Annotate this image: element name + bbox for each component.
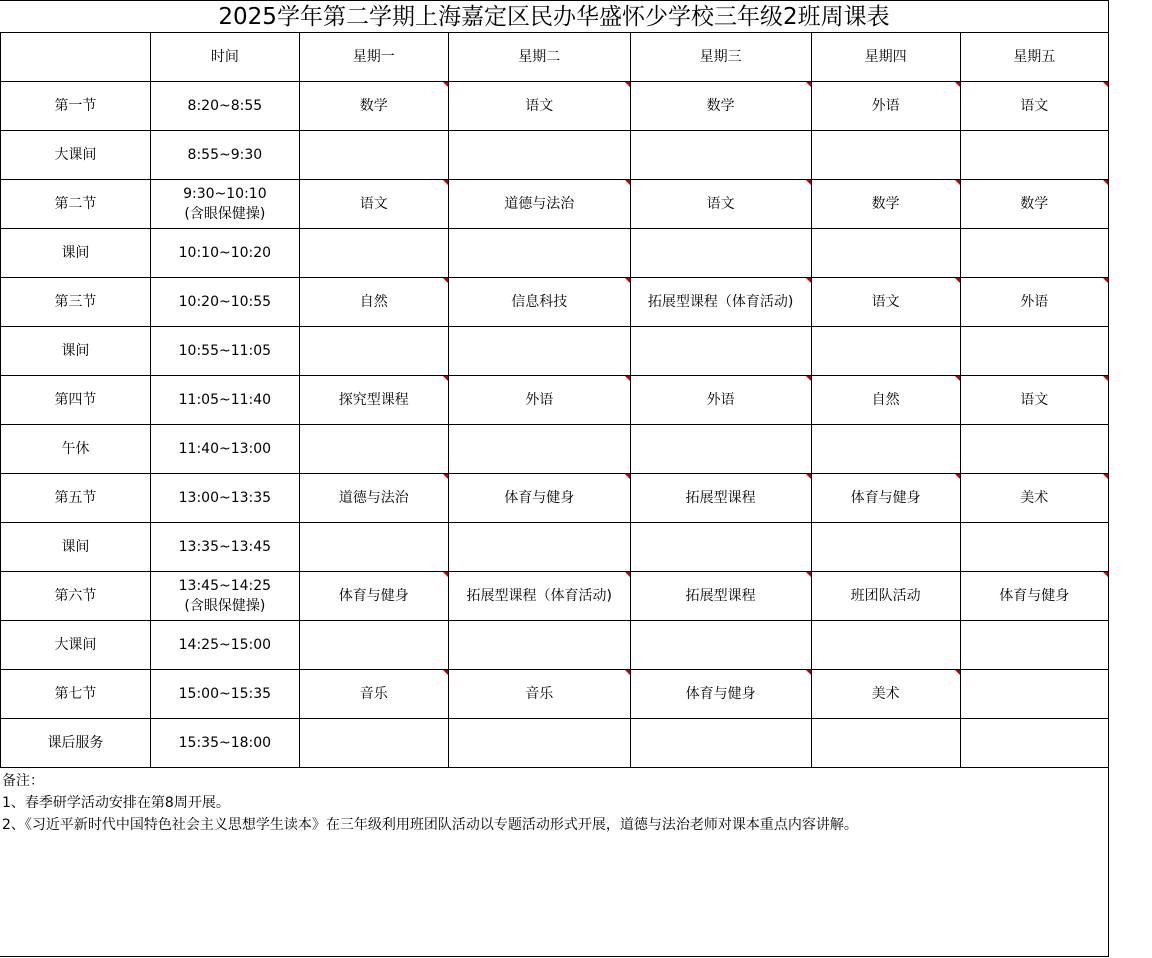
subject-cell-tuesday[interactable] bbox=[448, 229, 630, 278]
time-cell[interactable] bbox=[150, 327, 299, 376]
subject-cell-thursday[interactable] bbox=[811, 327, 960, 376]
subject-cell-friday[interactable] bbox=[960, 327, 1108, 376]
subject-label: 探究型课程 bbox=[338, 392, 409, 408]
subject-cell-tuesday[interactable] bbox=[448, 523, 630, 572]
comment-indicator-icon[interactable] bbox=[443, 572, 448, 577]
subject-cell-thursday[interactable] bbox=[811, 82, 960, 131]
subject-cell-thursday[interactable] bbox=[811, 523, 960, 572]
comment-indicator-icon[interactable] bbox=[806, 670, 811, 675]
table-row bbox=[1, 327, 1109, 376]
period-cell[interactable]: 课间 bbox=[1, 523, 151, 572]
subject-cell-monday[interactable] bbox=[299, 229, 448, 278]
header-day-cell-thursday[interactable]: 星期四 bbox=[811, 33, 960, 82]
time-cell[interactable] bbox=[150, 82, 299, 131]
comment-indicator-icon[interactable] bbox=[443, 180, 448, 185]
subject-cell-monday[interactable] bbox=[299, 327, 448, 376]
subject-cell-tuesday[interactable] bbox=[448, 621, 630, 670]
subject-cell-thursday[interactable] bbox=[811, 425, 960, 474]
time-range: 13:35~13:45 bbox=[178, 539, 272, 555]
period-cell[interactable]: 第四节 bbox=[1, 376, 151, 425]
header-blank-cell[interactable] bbox=[1, 33, 151, 82]
subject-label: 音乐 bbox=[525, 686, 554, 702]
comment-indicator-icon[interactable] bbox=[625, 376, 630, 381]
comment-indicator-icon[interactable] bbox=[625, 572, 630, 577]
subject-cell-wednesday[interactable] bbox=[630, 670, 811, 719]
table-row bbox=[1, 278, 1109, 327]
subject-label: 外语 bbox=[1020, 294, 1049, 310]
subject-cell-monday[interactable] bbox=[299, 523, 448, 572]
comment-indicator-icon[interactable] bbox=[443, 474, 448, 479]
subject-cell-friday[interactable] bbox=[960, 376, 1108, 425]
time-range: 10:55~11:05 bbox=[178, 343, 272, 359]
subject-label: 拓展型课程 bbox=[685, 588, 756, 604]
header-day-cell-monday[interactable]: 星期一 bbox=[299, 33, 448, 82]
subject-label: 拓展型课程 bbox=[685, 490, 756, 506]
subject-label: 语文 bbox=[1020, 392, 1049, 408]
time-range: 13:45~14:25 bbox=[178, 578, 272, 594]
subject-cell-monday[interactable] bbox=[299, 572, 448, 621]
period-cell[interactable]: 大课间 bbox=[1, 131, 151, 180]
table-row bbox=[1, 425, 1109, 474]
comment-indicator-icon[interactable] bbox=[625, 474, 630, 479]
period-cell[interactable]: 课间 bbox=[1, 229, 151, 278]
time-cell[interactable] bbox=[150, 572, 299, 621]
subject-cell-thursday[interactable] bbox=[811, 229, 960, 278]
subject-label: 体育与健身 bbox=[850, 490, 921, 506]
subject-label: 体育与健身 bbox=[999, 588, 1070, 604]
time-note: (含眼保健操) bbox=[184, 206, 266, 222]
subject-cell-wednesday[interactable] bbox=[630, 523, 811, 572]
subject-cell-thursday[interactable] bbox=[811, 180, 960, 229]
time-cell[interactable] bbox=[150, 621, 299, 670]
subject-cell-friday[interactable] bbox=[960, 719, 1108, 768]
notes-section bbox=[2, 770, 1102, 836]
subject-cell-wednesday[interactable] bbox=[630, 82, 811, 131]
page-title: 2025学年第二学期上海嘉定区民办华盛怀少学校三年级2班周课表 bbox=[0, 0, 1108, 33]
subject-cell-thursday[interactable] bbox=[811, 670, 960, 719]
period-cell[interactable]: 第六节 bbox=[1, 572, 151, 621]
subject-cell-wednesday[interactable] bbox=[630, 376, 811, 425]
time-range: 8:20~8:55 bbox=[187, 98, 263, 114]
period-cell[interactable]: 第七节 bbox=[1, 670, 151, 719]
header-day-cell-friday[interactable]: 星期五 bbox=[960, 33, 1108, 82]
subject-label: 体育与健身 bbox=[685, 686, 756, 702]
subject-cell-wednesday[interactable] bbox=[630, 719, 811, 768]
period-cell[interactable]: 课后服务 bbox=[1, 719, 151, 768]
subject-cell-wednesday[interactable] bbox=[630, 425, 811, 474]
time-cell[interactable] bbox=[150, 376, 299, 425]
table-row bbox=[1, 523, 1109, 572]
subject-cell-friday[interactable] bbox=[960, 229, 1108, 278]
time-cell[interactable] bbox=[150, 425, 299, 474]
comment-indicator-icon[interactable] bbox=[1103, 376, 1108, 381]
comment-indicator-icon[interactable] bbox=[806, 474, 811, 479]
subject-cell-wednesday[interactable] bbox=[630, 180, 811, 229]
comment-indicator-icon[interactable] bbox=[625, 278, 630, 283]
comment-indicator-icon[interactable] bbox=[955, 82, 960, 87]
table-row bbox=[1, 376, 1109, 425]
comment-indicator-icon[interactable] bbox=[1103, 474, 1108, 479]
subject-label: 语文 bbox=[359, 196, 388, 212]
subject-label: 道德与法治 bbox=[504, 196, 575, 212]
time-range: 10:10~10:20 bbox=[178, 245, 272, 261]
time-range: 15:00~15:35 bbox=[178, 686, 272, 702]
time-range: 13:00~13:35 bbox=[178, 490, 272, 506]
subject-label: 自然 bbox=[359, 294, 388, 310]
period-cell[interactable]: 第一节 bbox=[1, 82, 151, 131]
subject-cell-wednesday[interactable] bbox=[630, 131, 811, 180]
subject-cell-thursday[interactable] bbox=[811, 376, 960, 425]
subject-label: 自然 bbox=[871, 392, 900, 408]
time-cell[interactable] bbox=[150, 719, 299, 768]
comment-indicator-icon[interactable] bbox=[955, 278, 960, 283]
subject-cell-thursday[interactable] bbox=[811, 278, 960, 327]
subject-cell-friday[interactable] bbox=[960, 131, 1108, 180]
subject-cell-monday[interactable] bbox=[299, 719, 448, 768]
comment-indicator-icon[interactable] bbox=[1103, 82, 1108, 87]
subject-label: 语文 bbox=[706, 196, 735, 212]
subject-label: 体育与健身 bbox=[338, 588, 409, 604]
subject-cell-thursday[interactable] bbox=[811, 621, 960, 670]
subject-cell-wednesday[interactable] bbox=[630, 572, 811, 621]
comment-indicator-icon[interactable] bbox=[443, 670, 448, 675]
subject-cell-monday[interactable] bbox=[299, 621, 448, 670]
subject-label: 拓展型课程（体育活动) bbox=[647, 294, 794, 310]
subject-cell-wednesday[interactable] bbox=[630, 278, 811, 327]
subject-cell-wednesday[interactable] bbox=[630, 474, 811, 523]
subject-cell-friday[interactable] bbox=[960, 180, 1108, 229]
subject-cell-wednesday[interactable] bbox=[630, 229, 811, 278]
subject-cell-tuesday[interactable] bbox=[448, 474, 630, 523]
subject-label: 数学 bbox=[1020, 196, 1049, 212]
comment-indicator-icon[interactable] bbox=[1103, 572, 1108, 577]
header-day-cell-tuesday[interactable]: 星期二 bbox=[448, 33, 630, 82]
subject-cell-friday[interactable] bbox=[960, 621, 1108, 670]
subject-cell-tuesday[interactable] bbox=[448, 572, 630, 621]
subject-label: 外语 bbox=[871, 98, 900, 114]
period-cell[interactable]: 课间 bbox=[1, 327, 151, 376]
comment-indicator-icon[interactable] bbox=[443, 376, 448, 381]
table-row bbox=[1, 621, 1109, 670]
subject-label: 音乐 bbox=[359, 686, 388, 702]
table-row bbox=[1, 131, 1109, 180]
period-cell[interactable]: 午休 bbox=[1, 425, 151, 474]
subject-cell-friday[interactable] bbox=[960, 670, 1108, 719]
period-cell[interactable]: 第三节 bbox=[1, 278, 151, 327]
period-cell[interactable]: 大课间 bbox=[1, 621, 151, 670]
comment-indicator-icon[interactable] bbox=[806, 376, 811, 381]
time-cell[interactable] bbox=[150, 278, 299, 327]
header-time-cell[interactable]: 时间 bbox=[150, 33, 299, 82]
comment-indicator-icon[interactable] bbox=[443, 278, 448, 283]
time-range: 11:40~13:00 bbox=[178, 441, 272, 457]
subject-cell-tuesday[interactable] bbox=[448, 131, 630, 180]
subject-cell-monday[interactable] bbox=[299, 131, 448, 180]
time-range: 11:05~11:40 bbox=[178, 392, 272, 408]
comment-indicator-icon[interactable] bbox=[806, 180, 811, 185]
time-range: 8:55~9:30 bbox=[187, 147, 263, 163]
time-range: 9:30~10:10 bbox=[183, 186, 267, 202]
time-cell[interactable] bbox=[150, 670, 299, 719]
time-cell[interactable] bbox=[150, 180, 299, 229]
subject-label: 道德与法治 bbox=[338, 490, 409, 506]
subject-cell-tuesday[interactable] bbox=[448, 82, 630, 131]
subject-label: 语文 bbox=[525, 98, 554, 114]
subject-cell-friday[interactable] bbox=[960, 523, 1108, 572]
subject-cell-thursday[interactable] bbox=[811, 572, 960, 621]
comment-indicator-icon[interactable] bbox=[806, 278, 811, 283]
subject-cell-friday[interactable] bbox=[960, 425, 1108, 474]
subject-cell-tuesday[interactable] bbox=[448, 425, 630, 474]
period-cell[interactable]: 第二节 bbox=[1, 180, 151, 229]
table-row bbox=[1, 474, 1109, 523]
subject-label: 美术 bbox=[871, 686, 900, 702]
subject-cell-friday[interactable] bbox=[960, 278, 1108, 327]
time-range: 15:35~18:00 bbox=[178, 735, 272, 751]
subject-cell-monday[interactable] bbox=[299, 376, 448, 425]
subject-label: 班团队活动 bbox=[850, 588, 921, 604]
subject-label: 体育与健身 bbox=[504, 490, 575, 506]
table-row bbox=[1, 572, 1109, 621]
subject-cell-friday[interactable] bbox=[960, 474, 1108, 523]
comment-indicator-icon[interactable] bbox=[625, 670, 630, 675]
table-row bbox=[1, 719, 1109, 768]
subject-cell-monday[interactable] bbox=[299, 425, 448, 474]
subject-cell-tuesday[interactable] bbox=[448, 719, 630, 768]
comment-indicator-icon[interactable] bbox=[955, 474, 960, 479]
time-cell[interactable] bbox=[150, 229, 299, 278]
comment-indicator-icon[interactable] bbox=[443, 82, 448, 87]
subject-cell-friday[interactable] bbox=[960, 82, 1108, 131]
time-range: 10:20~10:55 bbox=[178, 294, 272, 310]
subject-cell-tuesday[interactable] bbox=[448, 376, 630, 425]
subject-label: 数学 bbox=[359, 98, 388, 114]
subject-label: 语文 bbox=[1020, 98, 1049, 114]
time-cell[interactable] bbox=[150, 131, 299, 180]
time-cell[interactable] bbox=[150, 523, 299, 572]
comment-indicator-icon[interactable] bbox=[625, 82, 630, 87]
subject-cell-monday[interactable] bbox=[299, 278, 448, 327]
subject-cell-monday[interactable] bbox=[299, 180, 448, 229]
subject-label: 外语 bbox=[706, 392, 735, 408]
subject-label: 拓展型课程（体育活动) bbox=[466, 588, 612, 604]
notes-heading: 备注： bbox=[2, 773, 44, 789]
subject-label: 数学 bbox=[706, 98, 735, 114]
comment-indicator-icon[interactable] bbox=[625, 180, 630, 185]
table-row bbox=[1, 82, 1109, 131]
subject-cell-monday[interactable] bbox=[299, 670, 448, 719]
subject-cell-monday[interactable] bbox=[299, 82, 448, 131]
comment-indicator-icon[interactable] bbox=[806, 572, 811, 577]
header-row bbox=[1, 33, 1109, 82]
timetable bbox=[0, 33, 1108, 768]
subject-cell-tuesday[interactable] bbox=[448, 327, 630, 376]
subject-label: 美术 bbox=[1020, 490, 1049, 506]
subject-cell-wednesday[interactable] bbox=[630, 327, 811, 376]
time-cell[interactable] bbox=[150, 474, 299, 523]
subject-cell-tuesday[interactable] bbox=[448, 670, 630, 719]
time-note: (含眼保健操) bbox=[184, 598, 266, 614]
table-row bbox=[1, 180, 1109, 229]
notes-item: 2、《习近平新时代中国特色社会主义思想学生读本》在三年级利用班团队活动以专题活动形式开展，道德与法治老师对课本重点内容讲解。 bbox=[2, 817, 858, 833]
subject-label: 数学 bbox=[871, 196, 900, 212]
comment-indicator-icon[interactable] bbox=[955, 180, 960, 185]
subject-cell-wednesday[interactable] bbox=[630, 621, 811, 670]
subject-label: 信息科技 bbox=[511, 294, 568, 310]
subject-label: 语文 bbox=[871, 294, 900, 310]
comment-indicator-icon[interactable] bbox=[806, 82, 811, 87]
subject-cell-tuesday[interactable] bbox=[448, 278, 630, 327]
table-row bbox=[1, 229, 1109, 278]
subject-cell-thursday[interactable] bbox=[811, 719, 960, 768]
subject-cell-monday[interactable] bbox=[299, 474, 448, 523]
subject-label: 外语 bbox=[525, 392, 554, 408]
subject-cell-thursday[interactable] bbox=[811, 474, 960, 523]
comment-indicator-icon[interactable] bbox=[955, 376, 960, 381]
comment-indicator-icon[interactable] bbox=[1103, 180, 1108, 185]
header-day-cell-wednesday[interactable]: 星期三 bbox=[630, 33, 811, 82]
time-range: 14:25~15:00 bbox=[178, 637, 272, 653]
notes-item: 1、春季研学活动安排在第8周开展。 bbox=[2, 795, 230, 811]
table-row bbox=[1, 670, 1109, 719]
period-cell[interactable]: 第五节 bbox=[1, 474, 151, 523]
comment-indicator-icon[interactable] bbox=[1103, 278, 1108, 283]
subject-cell-tuesday[interactable] bbox=[448, 180, 630, 229]
subject-cell-friday[interactable] bbox=[960, 572, 1108, 621]
subject-cell-thursday[interactable] bbox=[811, 131, 960, 180]
comment-indicator-icon[interactable] bbox=[955, 670, 960, 675]
